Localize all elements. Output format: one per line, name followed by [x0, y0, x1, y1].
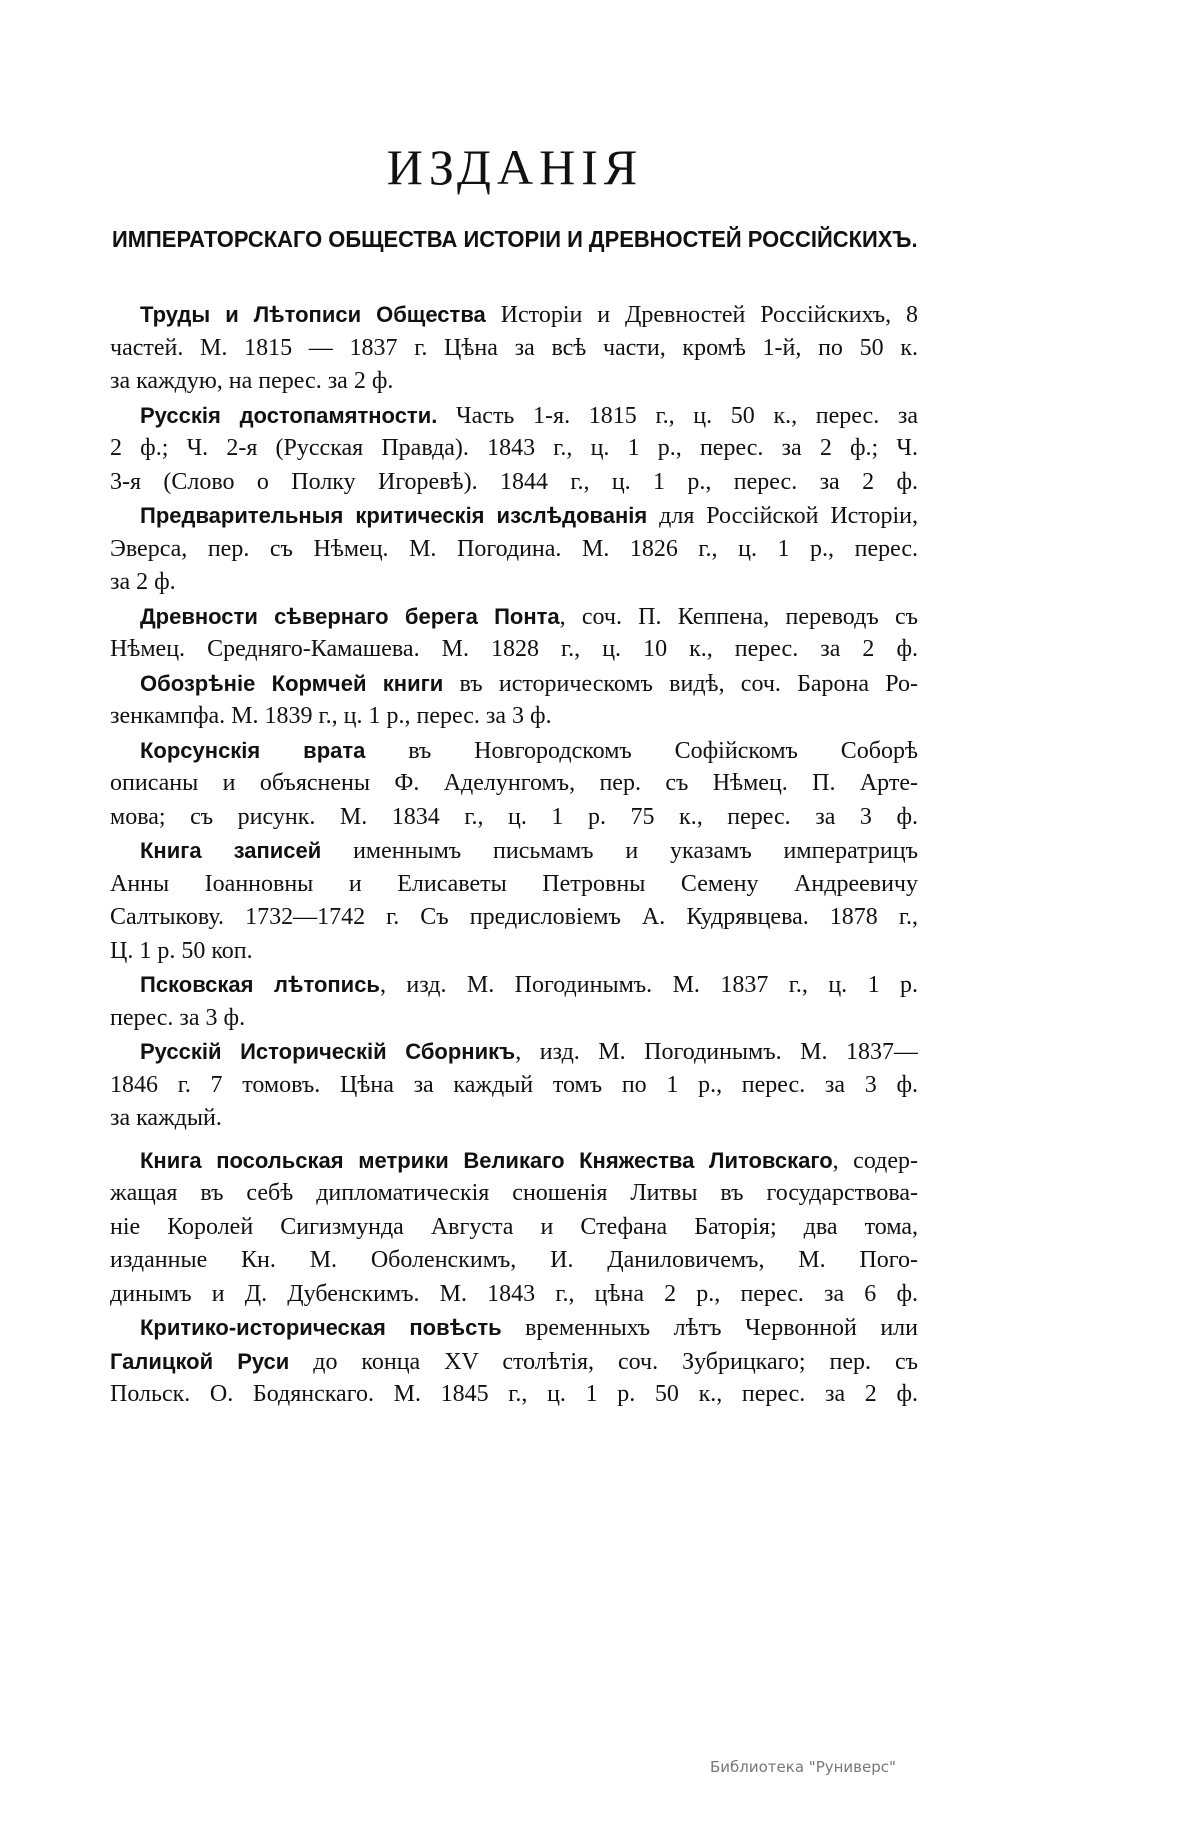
entry-text: въ Новгородскомъ Софійскомъ Соборѣ [365, 737, 918, 764]
entry-line [110, 1144, 918, 1178]
entry-text: для Россійской Исторіи, [647, 503, 918, 529]
entry-text: изданные Кн. М. Оболенскимъ, И. Даниловичемъ, М. Пого- [110, 1247, 918, 1273]
entry-text: въ историческомъ видѣ, соч. Барона Ро- [443, 670, 918, 697]
entry-text: частей. М. 1815 — 1837 г. Цѣна за всѣ части, кромѣ 1-й, по 50 к. [110, 334, 918, 361]
entry-line [110, 466, 918, 500]
entry-line [110, 1002, 918, 1036]
entry-line [110, 734, 918, 768]
entry-text: за каждую, на перес. за 2 ф. [110, 368, 394, 394]
entry-title: Псковская лѣтопись [140, 972, 380, 997]
publication-entry [110, 1311, 918, 1412]
page-title: ИЗДАНІЯ [386, 139, 644, 195]
entry-line [110, 935, 918, 969]
entry-text: , содер- [832, 1147, 918, 1174]
entry-text: 2 ф.; Ч. 2-я (Русская Правда). 1843 г., ц. 1 р., перес. за 2 ф.; Ч. [110, 435, 918, 461]
publication-entry [110, 834, 918, 968]
entry-line [110, 1244, 918, 1278]
entry-text: динымъ и Д. Дубенскимъ. М. 1843 г., цѣна 2 р., перес. за 6 ф. [110, 1280, 918, 1307]
entry-line [110, 767, 918, 801]
entry-text: 1846 г. 7 томовъ. Цѣна за каждый томъ по 1 р., перес. за 3 ф. [110, 1071, 918, 1098]
entry-line [110, 1211, 918, 1245]
entry-line [110, 1069, 918, 1103]
entry-line [110, 1278, 918, 1312]
entry-line [110, 1102, 918, 1136]
entry-text: Часть 1-я. 1815 г., ц. 50 к., перес. за [437, 402, 918, 429]
entry-text: 3-я (Слово о Полку Игоревѣ). 1844 г., ц. 1 р., перес. за 2 ф. [110, 468, 918, 495]
entry-text: ніе Королей Сигизмунда Августа и Стефана Баторія; два тома, [110, 1213, 918, 1240]
entry-title: Русскія достопамятности. [140, 402, 438, 428]
entry-line [110, 1345, 918, 1379]
entry-line [110, 499, 918, 533]
publication-entry [110, 1035, 918, 1136]
entry-line [110, 801, 918, 835]
publication-entry [110, 298, 918, 399]
publication-list [110, 298, 918, 1412]
entry-line [110, 365, 918, 399]
entry-line [110, 700, 918, 734]
entry-title: Галицкой Руси [110, 1348, 290, 1374]
publication-entry [110, 1144, 918, 1312]
entry-text: Исторіи и Древностей Россійскихъ, 8 [485, 302, 918, 328]
entry-line [110, 399, 918, 433]
entry-text: именнымъ письмамъ и указамъ императрицъ [321, 838, 918, 864]
entry-line [110, 901, 918, 935]
entry-line [110, 1177, 918, 1211]
entry-line [110, 633, 918, 667]
entry-line [110, 533, 918, 567]
entry-title: Труды и Лѣтописи Общества [140, 302, 486, 327]
entry-text: Анны Іоанновны и Елисаветы Петровны Семену Андреевичу [110, 870, 918, 897]
entry-text: зенкампфа. М. 1839 г., ц. 1 р., перес. за 3 ф. [110, 703, 552, 729]
page-subtitle: ИМПЕРАТОРСКАГО ОБЩЕСТВА ИСТОРІИ И ДРЕВНОСТЕЙ РОССІЙСКИХЪ. [112, 226, 918, 252]
entry-text: временныхъ лѣтъ Червонной или [501, 1315, 918, 1341]
publication-entry [110, 600, 918, 667]
entry-title: Обозрѣніе Кормчей книги [140, 670, 444, 696]
entry-text: Нѣмец. Средняго-Камашева. М. 1828 г., ц. 10 к., перес. за 2 ф. [110, 636, 918, 662]
entry-line [110, 1035, 918, 1069]
publication-entry [110, 499, 918, 600]
entry-title: Критико-историческая повѣсть [140, 1315, 502, 1340]
entry-text: до конца XV столѣтія, соч. Зубрицкаго; пер. съ [289, 1348, 918, 1375]
entry-title: Древности сѣвернаго берега Понта [140, 603, 560, 629]
publication-entry [110, 968, 918, 1035]
library-watermark: Библиотека "Руниверс" [710, 1758, 896, 1776]
entry-line [110, 868, 918, 902]
entry-line [110, 432, 918, 466]
entry-text: Салтыкову. 1732—1742 г. Съ предисловіемъ А. Кудрявцева. 1878 г., [110, 904, 918, 930]
entry-line [110, 1311, 918, 1345]
publication-entry [110, 667, 918, 734]
entry-line [110, 332, 918, 366]
entry-title: Книга записей [140, 838, 322, 863]
entry-line [110, 1378, 918, 1412]
entry-text: Польск. О. Бодянскаго. М. 1845 г., ц. 1 р. 50 к., перес. за 2 ф. [110, 1381, 918, 1407]
entry-text: Ц. 1 р. 50 коп. [110, 937, 253, 964]
publication-entry [110, 399, 918, 500]
publication-entry [110, 734, 918, 835]
entry-text: мова; съ рисунк. М. 1834 г., ц. 1 р. 75 к., перес. за 3 ф. [110, 803, 918, 830]
entry-line [110, 667, 918, 701]
entry-line [110, 298, 918, 332]
entry-title: Корсунскія врата [140, 737, 366, 763]
entry-text: , изд. М. Погодинымъ. М. 1837 г., ц. 1 р. [379, 972, 918, 998]
entry-line [110, 968, 918, 1002]
entry-text: описаны и объяснены Ф. Аделунгомъ, пер. съ Нѣмец. П. Арте- [110, 770, 918, 796]
entry-line [110, 834, 918, 868]
entry-title: Предварительныя критическія изслѣдованія [140, 503, 648, 528]
entry-text: Эверса, пер. съ Нѣмец. М. Погодина. М. 1826 г., ц. 1 р., перес. [110, 535, 918, 562]
entry-text: , изд. М. Погодинымъ. М. 1837— [515, 1039, 918, 1065]
entry-line [110, 566, 918, 600]
entry-text: перес. за 3 ф. [110, 1004, 246, 1031]
entry-line [110, 600, 918, 634]
entry-text: , соч. П. Кеппена, переводъ съ [559, 603, 918, 630]
entry-text: жащая въ себѣ дипломатическія сношенія Литвы въ государствова- [110, 1180, 918, 1206]
entry-title: Русскій Историческій Сборникъ [140, 1039, 516, 1064]
entry-text: за 2 ф. [110, 569, 176, 595]
entry-text: за каждый. [110, 1105, 222, 1131]
entry-title: Книга посольская метрики Великаго Княжества Литовскаго [140, 1147, 833, 1173]
